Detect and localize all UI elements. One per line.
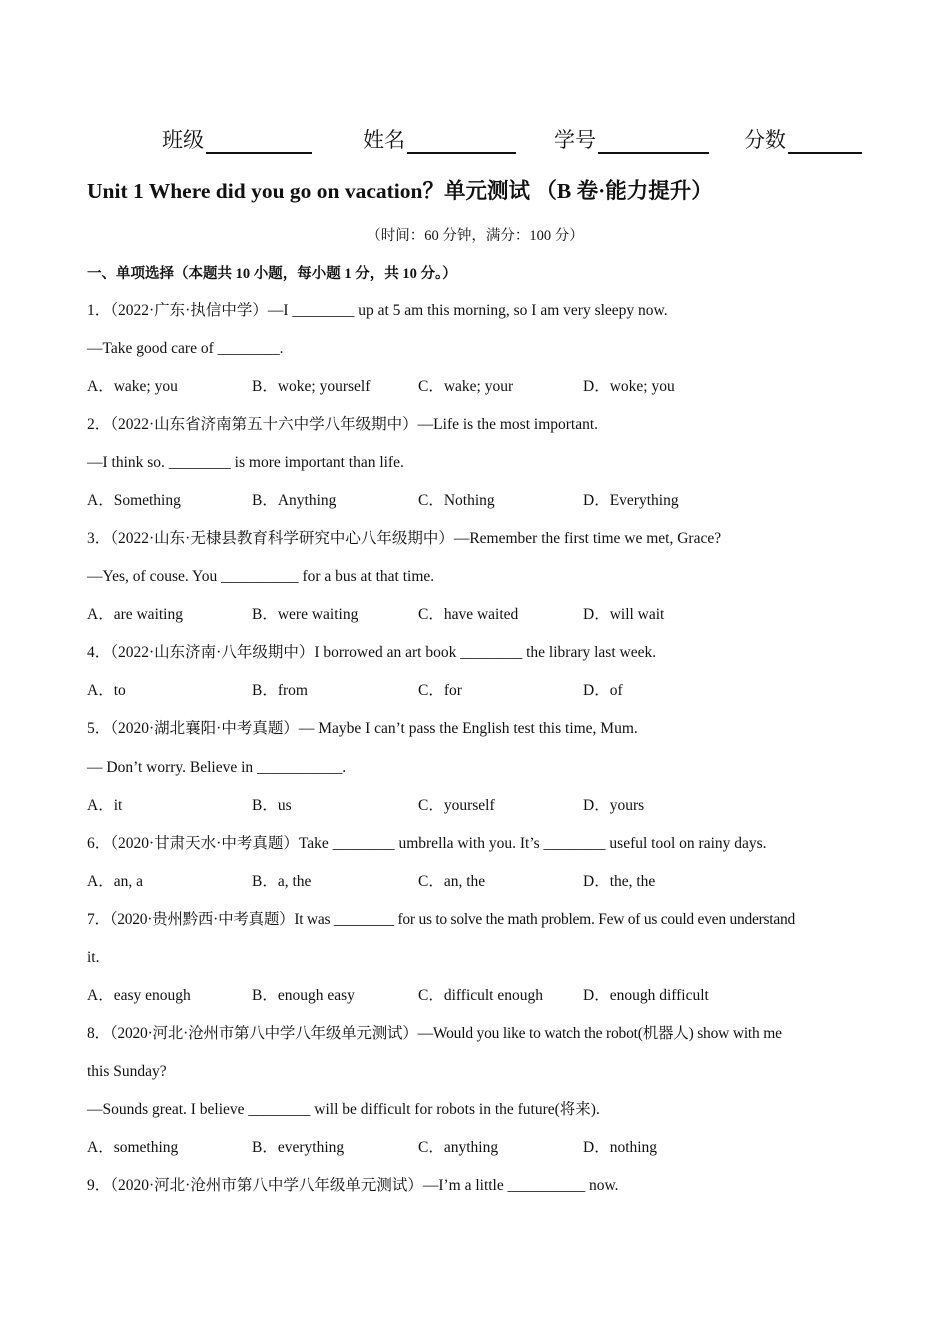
- option-d[interactable]: D．the, the: [583, 873, 656, 890]
- option-c[interactable]: C．have waited: [418, 606, 519, 623]
- option-a[interactable]: A．wake; you: [87, 378, 178, 395]
- question-1-options: [87, 376, 867, 398]
- option-d[interactable]: D．enough difficult: [583, 987, 709, 1004]
- option-c[interactable]: C．wake; your: [418, 378, 514, 395]
- question-1-stem: 1．（2022·广东·执信中学）—I ________ up at 5 am this morning, so I am very sleepy now.: [87, 302, 668, 319]
- option-a[interactable]: A．to: [87, 682, 126, 699]
- question-2-reply: —I think so. ________ is more important than life.: [87, 454, 404, 471]
- question-9-stem: 9．（2020·河北·沧州市第八中学八年级单元测试）—I’m a little __________ now.: [87, 1177, 619, 1194]
- exam-subtitle: （时间：60 分钟，满分：100 分）: [366, 228, 584, 244]
- question-3-options: [87, 604, 867, 626]
- option-d[interactable]: D．will wait: [583, 606, 665, 623]
- student-id-field: [554, 124, 709, 154]
- class-label: 班级: [162, 128, 204, 152]
- student-id-label: 学号: [554, 128, 596, 152]
- option-c[interactable]: C．difficult enough: [418, 987, 543, 1004]
- question-8-stem-cont: this Sunday?: [87, 1063, 167, 1080]
- question-2-options: [87, 490, 867, 512]
- option-d[interactable]: D．yours: [583, 797, 645, 814]
- score-blank[interactable]: [788, 130, 862, 154]
- option-c[interactable]: C．for: [418, 682, 462, 699]
- option-a[interactable]: A．easy enough: [87, 987, 191, 1004]
- score-field: [744, 124, 862, 154]
- question-7-options: [87, 985, 867, 1007]
- class-blank[interactable]: [206, 130, 312, 154]
- question-5-options: [87, 795, 867, 817]
- question-7-stem: 7．（2020·贵州黔西·中考真题）It was ________ for us to solve the math problem. Few of us could even understand: [87, 911, 795, 928]
- option-a[interactable]: A．an, a: [87, 873, 143, 890]
- option-b[interactable]: B．a, the: [252, 873, 312, 890]
- option-b[interactable]: B．woke; yourself: [252, 378, 371, 395]
- name-label: 姓名: [363, 128, 405, 152]
- question-2-stem: 2．（2022·山东省济南第五十六中学八年级期中）—Life is the most important.: [87, 416, 599, 433]
- question-8-options: [87, 1137, 867, 1159]
- section-heading: 一、单项选择（本题共 10 小题，每小题 1 分，共 10 分。）: [87, 266, 457, 282]
- option-b[interactable]: B．enough easy: [252, 987, 355, 1004]
- option-c[interactable]: C．anything: [418, 1139, 499, 1156]
- option-c[interactable]: C．Nothing: [418, 492, 495, 509]
- class-field: [162, 124, 312, 154]
- question-1-reply: —Take good care of ________.: [87, 340, 284, 357]
- option-a[interactable]: A．it: [87, 797, 123, 814]
- name-blank[interactable]: [407, 130, 516, 154]
- question-3-reply: —Yes, of couse. You __________ for a bus at that time.: [87, 568, 435, 585]
- question-3-stem: 3．（2022·山东·无棣县教育科学研究中心八年级期中）—Remember the first time we met, Grace?: [87, 530, 722, 547]
- question-6-options: [87, 871, 867, 893]
- option-d[interactable]: D．woke; you: [583, 378, 675, 395]
- option-b[interactable]: B．everything: [252, 1139, 345, 1156]
- question-8-reply: —Sounds great. I believe ________ will be difficult for robots in the future(将来).: [87, 1101, 600, 1118]
- option-d[interactable]: D．Everything: [583, 492, 679, 509]
- option-d[interactable]: D．nothing: [583, 1139, 658, 1156]
- student-id-blank[interactable]: [598, 130, 709, 154]
- question-4-stem: 4．（2022·山东济南·八年级期中）I borrowed an art book ________ the library last week.: [87, 644, 657, 661]
- option-a[interactable]: A．are waiting: [87, 606, 183, 623]
- option-b[interactable]: B．were waiting: [252, 606, 359, 623]
- option-a[interactable]: A．something: [87, 1139, 179, 1156]
- question-7-stem-cont: it.: [87, 949, 100, 966]
- question-4-options: [87, 680, 867, 702]
- exam-title: Unit 1 Where did you go on vacation？单元测试 （B 卷·能力提升）: [87, 179, 713, 203]
- question-6-stem: 6．（2020·甘肃天水·中考真题）Take ________ umbrella with you. It’s ________ useful tool on rainy days.: [87, 835, 767, 852]
- option-a[interactable]: A．Something: [87, 492, 181, 509]
- option-b[interactable]: B．from: [252, 682, 308, 699]
- name-field: [363, 124, 516, 154]
- option-c[interactable]: C．yourself: [418, 797, 495, 814]
- question-8-stem: 8．（2020·河北·沧州市第八中学八年级单元测试）—Would you like to watch the robot(机器人) show with me: [87, 1025, 782, 1042]
- option-b[interactable]: B．us: [252, 797, 292, 814]
- option-b[interactable]: B．Anything: [252, 492, 337, 509]
- question-5-stem: 5．（2020·湖北襄阳·中考真题）— Maybe I can’t pass the English test this time, Mum.: [87, 720, 638, 737]
- score-label: 分数: [744, 128, 786, 152]
- header-fields: [162, 124, 867, 156]
- option-c[interactable]: C．an, the: [418, 873, 486, 890]
- question-5-reply: — Don’t worry. Believe in ___________.: [87, 759, 347, 776]
- option-d[interactable]: D．of: [583, 682, 623, 699]
